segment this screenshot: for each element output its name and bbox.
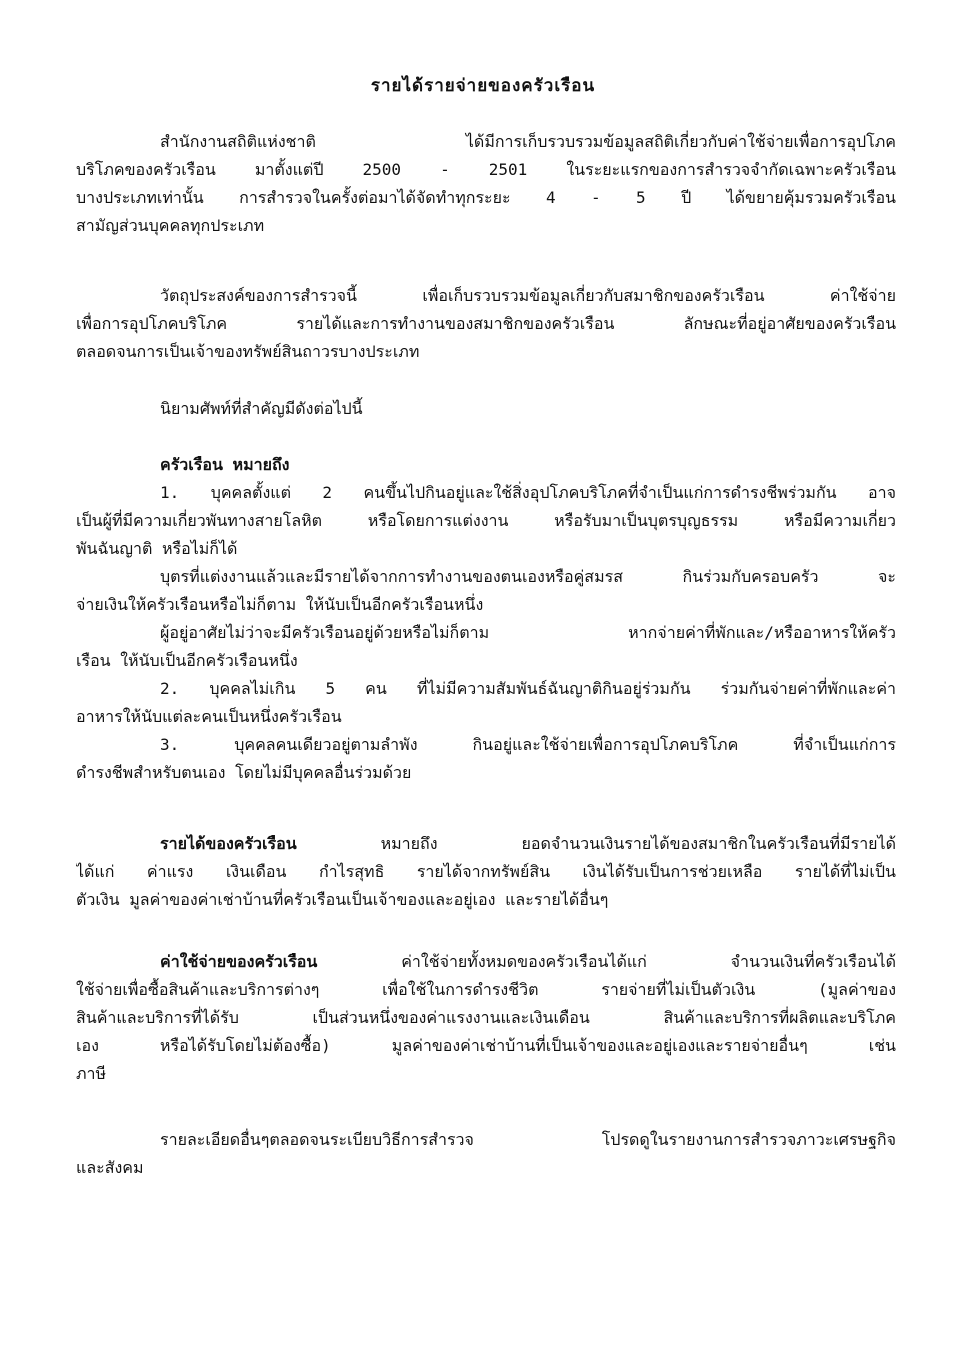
text-line: ตลอดจนการเป็นเจ้าของทรัพย์สินถาวรบางประเภท [76, 342, 420, 361]
page-title: รายได้รายจ่ายของครัวเรือน [370, 76, 596, 96]
paragraph-definitions-intro [76, 395, 896, 423]
text-line: บางประเภทเท่านั้น การสำรวจในครั้งต่อมาได้จัดทำทุกระยะ 4 - 5 ปี ได้ขยายคุ้มรวมครัวเรือน [76, 188, 896, 207]
text-line: เอง หรือได้รับโดยไม่ต้องซื้อ) มูลค่าของค่าเช่าบ้านที่เป็นเจ้าของและอยู่เองและรายจ่ายอื่นๆ เช่น [76, 1036, 896, 1055]
text-line: วัตถุประสงค์ของการสำรวจนี้ เพื่อเก็บรวบรวมข้อมูลเกี่ยวกับสมาชิกของครัวเรือน ค่าใช้จ่าย [160, 286, 896, 305]
text-line: ภาษี [76, 1064, 107, 1083]
text-line: นิยามศัพท์ที่สำคัญมีดังต่อไปนี้ [160, 399, 363, 418]
text-line: เป็นผู้ที่มีความเกี่ยวพันทางสายโลหิต หรือโดยการแต่งงาน หรือรับมาเป็นบุตรบุญธรรม หรือมีความเกี่ยว [76, 511, 896, 530]
household-heading: ครัวเรือน หมายถึง [160, 455, 290, 474]
text-line: ตัวเงิน มูลค่าของค่าเช่าบ้านที่ครัวเรือนเป็นเจ้าของและอยู่เอง และรายได้อื่นๆ [76, 890, 609, 909]
text-line: บริโภคของครัวเรือน มาตั้งแต่ปี 2500 - 2501 ในระยะแรกของการสำรวจจำกัดเฉพาะครัวเรือน [76, 160, 896, 179]
text-line: 1. บุคคลตั้งแต่ 2 คนขึ้นไปกินอยู่และใช้สิ่งอุปโภคบริโภคที่จำเป็นแก่การดำรงชีพร่วมกัน อาจ [160, 483, 896, 502]
paragraph-closing [76, 1126, 896, 1182]
paragraph-objectives [76, 282, 896, 366]
text-line: พันฉันญาติ หรือไม่ก็ได้ [76, 539, 238, 558]
income-term: รายได้ของครัวเรือน [160, 834, 297, 853]
income-text: หมายถึง ยอดจำนวนเงินรายได้ของสมาชิกในครัวเรือนที่มีรายได้ [380, 834, 896, 853]
text-line: บุตรที่แต่งงานแล้วและมีรายได้จากการทำงานของตนเองหรือคู่สมรส กินร่วมกับครอบครัว จะ [160, 567, 896, 586]
section-household [76, 451, 896, 787]
text-line: และสังคม [76, 1158, 144, 1177]
text-line: เรือน ให้นับเป็นอีกครัวเรือนหนึ่ง [76, 651, 298, 670]
text-line: สามัญส่วนบุคคลทุกประเภท [76, 216, 265, 235]
text-line: จ่ายเงินให้ครัวเรือนหรือไม่ก็ตาม ให้นับเป็นอีกครัวเรือนหนึ่ง [76, 595, 484, 614]
text-line: ดำรงชีพสำหรับตนเอง โดยไม่มีบุคคลอื่นร่วมด้วย [76, 763, 412, 782]
text-line: ได้แก่ ค่าแรง เงินเดือน กำไรสุทธิ รายได้จากทรัพย์สิน เงินได้รับเป็นการช่วยเหลือ รายได้ที่ไม่เป็น [76, 862, 896, 881]
expense-text: ค่าใช้จ่ายทั้งหมดของครัวเรือนได้แก่ จำนวนเงินที่ครัวเรือนได้ [401, 952, 896, 971]
paragraph-intro [76, 128, 896, 240]
text-line: ใช้จ่ายเพื่อซื้อสินค้าและบริการต่างๆ เพื่อใช้ในการดำรงชีวิต รายจ่ายที่ไม่เป็นตัวเงิน (มูลค่าของ [76, 980, 896, 999]
text-line: อาหารให้นับแต่ละคนเป็นหนึ่งครัวเรือน [76, 707, 342, 726]
section-expense [76, 948, 896, 1088]
text-line: เพื่อการอุปโภคบริโภค รายได้และการทำงานของสมาชิกของครัวเรือน ลักษณะที่อยู่อาศัยของครัวเรือน [76, 314, 896, 333]
text-line: สำนักงานสถิติแห่งชาติ ได้มีการเก็บรวบรวมข้อมูลสถิติเกี่ยวกับค่าใช้จ่ายเพื่อการอุปโภค [160, 132, 896, 151]
text-line: ผู้อยู่อาศัยไม่ว่าจะมีครัวเรือนอยู่ด้วยหรือไม่ก็ตาม หากจ่ายค่าที่พักและ/หรืออาหารให้ครัว [160, 623, 896, 642]
text-line: 2. บุคคลไม่เกิน 5 คน ที่ไม่มีความสัมพันธ์ฉันญาติกินอยู่ร่วมกัน ร่วมกันจ่ายค่าที่พักและค่า [160, 679, 896, 698]
text-line [76, 830, 896, 858]
text-line: รายละเอียดอื่นๆตลอดจนระเบียบวิธีการสำรวจ โปรดดูในรายงานการสำรวจภาวะเศรษฐกิจ [160, 1130, 896, 1149]
text-line: 3. บุคคลคนเดียวอยู่ตามลำพัง กินอยู่และใช้จ่ายเพื่อการอุปโภคบริโภค ที่จำเป็นแก่การ [160, 735, 896, 754]
section-income [76, 830, 896, 914]
text-line: สินค้าและบริการที่ได้รับ เป็นส่วนหนึ่งของค่าแรงงานและเงินเดือน สินค้าและบริการที่ผลิตและบริโภค [76, 1008, 896, 1027]
text-line [76, 948, 896, 976]
expense-term: ค่าใช้จ่ายของครัวเรือน [160, 952, 318, 971]
